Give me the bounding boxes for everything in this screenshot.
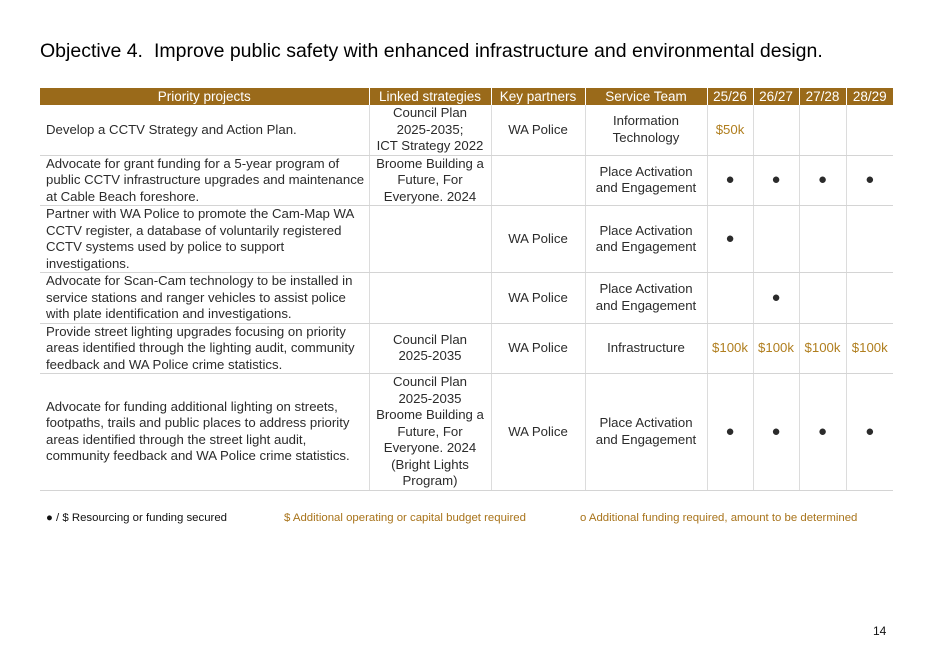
year-cell: $100k xyxy=(846,323,893,374)
objective-number: Objective 4. xyxy=(40,40,143,62)
column-header: Linked strategies xyxy=(369,88,491,105)
column-header: 27/28 xyxy=(799,88,846,105)
partners-cell: WA Police xyxy=(491,273,585,324)
year-cell: $100k xyxy=(753,323,799,374)
cell-line: Broome Building a xyxy=(376,407,484,422)
table-header xyxy=(40,88,893,105)
year-cell: ● xyxy=(846,374,893,491)
year-cell xyxy=(846,273,893,324)
year-cell: ● xyxy=(846,155,893,206)
cell-line: Council Plan xyxy=(392,374,468,389)
cell-line: 2025-2035; xyxy=(396,121,464,137)
year-cell: ● xyxy=(707,155,753,206)
year-cell xyxy=(753,105,799,155)
cell-line: Place Activation xyxy=(599,222,693,238)
year-cell: ● xyxy=(753,374,799,491)
cell-line: Information xyxy=(613,113,679,129)
service-team-cell xyxy=(585,155,707,206)
legend xyxy=(0,512,925,528)
cell-line: Technology xyxy=(612,129,680,145)
strategies-cell xyxy=(369,105,491,155)
project-cell: Develop a CCTV Strategy and Action Plan. xyxy=(40,105,369,155)
year-cell: ● xyxy=(799,155,846,206)
cell-line: 2025-2035 xyxy=(398,390,462,406)
cell-line: Everyone. 2024 xyxy=(383,440,477,455)
project-cell: Advocate for funding additional lighting on streets, footpaths, trails and public places to address priority areas identified through the street light audit, community feedback and WA Police crime statistics. xyxy=(40,374,369,491)
column-header: Service Team xyxy=(585,88,707,105)
project-cell: Advocate for Scan-Cam technology to be installed in service stations and ranger vehicles to assist police with plate identification and investigations. xyxy=(40,273,369,324)
partners-cell: WA Police xyxy=(491,105,585,155)
service-team-cell xyxy=(585,105,707,155)
year-cell: $100k xyxy=(799,323,846,374)
partners-cell xyxy=(491,155,585,206)
cell-line: Everyone. 2024 xyxy=(383,188,477,204)
table-body xyxy=(40,105,893,490)
table-row xyxy=(40,273,893,324)
year-cell: ● xyxy=(753,273,799,324)
year-cell: ● xyxy=(707,206,753,273)
cell-line: ICT Strategy 2022 xyxy=(376,138,484,153)
year-cell: $100k xyxy=(707,323,753,374)
cell-line: and Engagement xyxy=(595,431,697,447)
cell-line: 2025-2035 xyxy=(398,348,462,364)
cell-line: Future, For xyxy=(397,172,463,187)
legend-budget-required: $ Additional operating or capital budget required xyxy=(284,512,526,524)
legend-funding-tbd: o Additional funding required, amount to be determined xyxy=(580,512,858,524)
cell-line: Place Activation xyxy=(599,415,693,431)
table-row xyxy=(40,206,893,273)
table-row xyxy=(40,323,893,374)
service-team-cell xyxy=(585,206,707,273)
partners-cell: WA Police xyxy=(491,323,585,374)
project-cell: Advocate for grant funding for a 5-year program of public CCTV infrastructure upgrades and maintenance at Cable Beach foreshore. xyxy=(40,155,369,206)
table-row xyxy=(40,105,893,155)
cell-line: Council Plan xyxy=(392,105,468,120)
year-cell xyxy=(753,206,799,273)
partners-cell: WA Police xyxy=(491,374,585,491)
strategies-cell xyxy=(369,323,491,374)
year-cell: ● xyxy=(707,374,753,491)
year-cell xyxy=(846,105,893,155)
column-header: 28/29 xyxy=(846,88,893,105)
table-row xyxy=(40,155,893,206)
cell-line: Council Plan xyxy=(392,331,468,347)
cell-line: Broome Building a xyxy=(376,155,484,171)
year-cell: $50k xyxy=(707,105,753,155)
service-team-cell xyxy=(585,374,707,491)
page-number: 14 xyxy=(873,624,887,638)
objective-text: Improve public safety with enhanced infrastructure and environmental design. xyxy=(153,40,823,62)
cell-line: Infrastructure xyxy=(607,340,685,355)
cell-line: (Bright Lights xyxy=(391,456,469,472)
cell-line: and Engagement xyxy=(595,297,697,313)
strategies-cell xyxy=(369,374,491,491)
project-cell: Provide street lighting upgrades focusing on priority areas identified through the lighting audit, community feedback and WA Police crime statistics. xyxy=(40,323,369,374)
column-header: Priority projects xyxy=(40,88,369,105)
cell-line: and Engagement xyxy=(595,239,697,254)
year-cell xyxy=(707,273,753,324)
strategies-cell xyxy=(369,273,491,324)
year-cell xyxy=(799,105,846,155)
cell-line: Place Activation xyxy=(599,281,693,297)
priority-projects-table xyxy=(40,88,893,491)
service-team-cell xyxy=(585,323,707,374)
column-header: 25/26 xyxy=(707,88,753,105)
strategies-cell xyxy=(369,155,491,206)
partners-cell: WA Police xyxy=(491,206,585,273)
legend-secured: ● / $ Resourcing or funding secured xyxy=(46,512,228,524)
year-cell: ● xyxy=(799,374,846,491)
table-row xyxy=(40,374,893,491)
year-cell xyxy=(799,273,846,324)
year-cell xyxy=(846,206,893,273)
strategies-cell xyxy=(369,206,491,273)
cell-line: Program) xyxy=(402,473,458,488)
table-header-row xyxy=(40,88,893,105)
project-cell: Partner with WA Police to promote the Cam-Map WA CCTV register, a database of voluntarily registered CCTV systems used by police to support investigations. xyxy=(40,206,369,273)
cell-line: and Engagement xyxy=(595,180,697,196)
service-team-cell xyxy=(585,273,707,324)
column-header: 26/27 xyxy=(753,88,799,105)
year-cell xyxy=(799,206,846,273)
cell-line: Place Activation xyxy=(599,163,693,179)
year-cell: ● xyxy=(753,155,799,206)
cell-line: Future, For xyxy=(397,423,463,439)
objective-title xyxy=(40,40,823,63)
column-header: Key partners xyxy=(491,88,585,105)
